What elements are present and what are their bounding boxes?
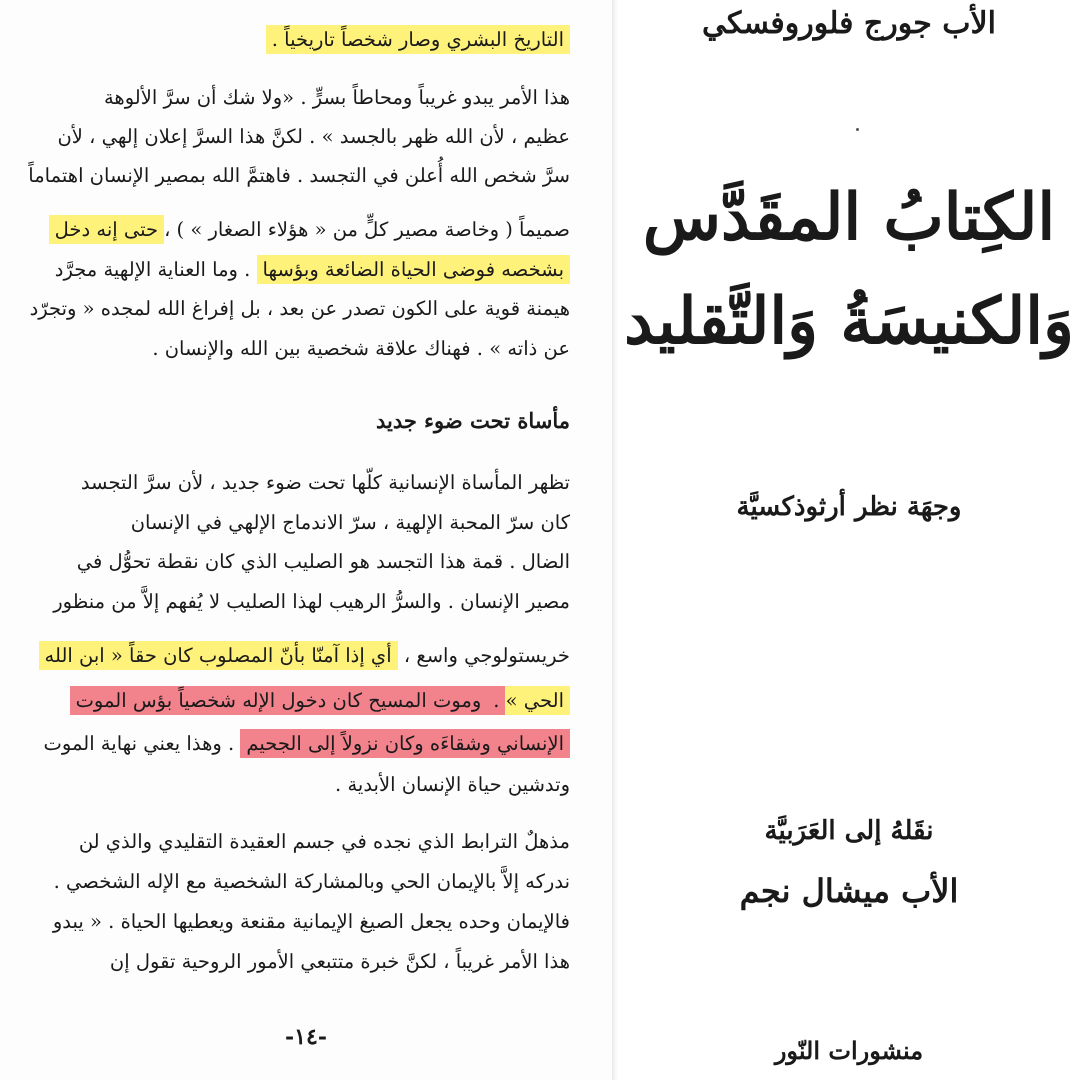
text-line: فالإيمان وحده يجعل الصيغ الإيمانية مقنعة ويعطيها الحياة . « يبدو: [52, 910, 570, 933]
book-title-line-2: وَالكنيسَةُ وَالتَّقليد: [624, 284, 1074, 359]
text-line: وتدشين حياة الإنسان الأبدية .: [335, 773, 570, 796]
text-line: تظهر المأساة الإنسانية كلّها تحت ضوء جديد ، لأن سرَّ التجسد: [80, 471, 570, 494]
highlight-yellow: حتى إنه دخل: [49, 215, 164, 244]
author-name: الأب جورج فلوروفسكي: [702, 6, 996, 41]
highlight-yellow: الحي » .: [487, 686, 570, 715]
highlight-red: الإنساني وشقاءَه وكان نزولاً إلى الجحيم: [240, 729, 570, 758]
text-line: الضال . قمة هذا التجسد هو الصليب الذي كان نقطة تحوُّل في: [76, 550, 570, 573]
book-title-line-1: الكِتابُ المقَدَّس: [642, 180, 1056, 255]
text-line: ندركه إلاَّ بالإيمان الحي وبالمشاركة الشخصية مع الإله الشخصي .: [53, 870, 570, 893]
publisher-name: منشورات النّور: [774, 1036, 924, 1065]
translator-name: الأب ميشال نجم: [739, 872, 959, 910]
highlight-yellow: أي إذا آمنّا بأنّ المصلوب كان حقاً « ابن الله: [39, 641, 398, 670]
text-line: هيمنة قوية على الكون تصدر عن بعد ، بل إفراغ الله لمجده « وتجرّد: [29, 297, 570, 320]
page-number: -١٤-: [285, 1024, 327, 1050]
text-line: كان سرّ المحبة الإلهية ، سرّ الاندماج الإلهي في الإنسان: [130, 511, 570, 534]
text-line: عظيم ، لأن الله ظهر بالجسد » . لكنَّ هذا السرَّ إعلان إلهي ، لأن: [57, 125, 570, 148]
text-line: مصير الإنسان . والسرُّ الرهيب لهذا الصليب لا يُفهم إلاَّ من منظور: [53, 590, 570, 613]
text-line: صميماً ( وخاصة مصير كلٍّ من « هؤلاء الصغار » ) ،حتى إنه دخل: [49, 216, 570, 246]
highlight-yellow: التاريخ البشري وصار شخصاً تاريخياً .: [266, 25, 570, 54]
highlight-yellow: بشخصه فوضى الحياة الضائعة وبؤسها: [257, 255, 570, 284]
highlight-red: وموت المسيح كان دخول الإله شخصياً بؤس الموت: [70, 686, 488, 715]
text-line: خريستولوجي واسع ، أي إذا آمنّا بأنّ المصلوب كان حقاً « ابن الله: [39, 642, 570, 672]
section-heading: مأساة تحت ضوء جديد: [375, 408, 570, 433]
text-line: عن ذاته » . فهناك علاقة شخصية بين الله والإنسان .: [152, 337, 570, 360]
text-line: سرَّ شخص الله أُعلن في التجسد . فاهتمَّ الله بمصير الإنسان اهتماماً: [28, 164, 570, 187]
translated-by-label: نقَلهُ إلى العَرَبيَّة: [764, 816, 934, 846]
text-line: هذا الأمر غريباً ، لكنَّ خبرة متتبعي الأمور الروحية تقول إن: [109, 950, 570, 973]
text-line: مذهلٌ الترابط الذي نجده في جسم العقيدة التقليدي والذي لن: [78, 830, 570, 853]
text-line: بشخصه فوضى الحياة الضائعة وبؤسها . وما العناية الإلهية مجرَّد: [55, 256, 570, 286]
text-line: [266, 26, 570, 56]
text-line: الإنساني وشقاءَه وكان نزولاً إلى الجحيم . وهذا يعني نهاية الموت: [44, 730, 570, 760]
text-line: [70, 687, 570, 717]
text-line: هذا الأمر يبدو غريباً ومحاطاً بسرٍّ . «ولا شك أن سرَّ الألوهة: [103, 86, 570, 109]
book-subtitle: وجهَة نظر أرثوذكسيَّة: [736, 492, 962, 522]
dot-mark: [856, 128, 859, 131]
title-page: [618, 0, 1080, 1080]
